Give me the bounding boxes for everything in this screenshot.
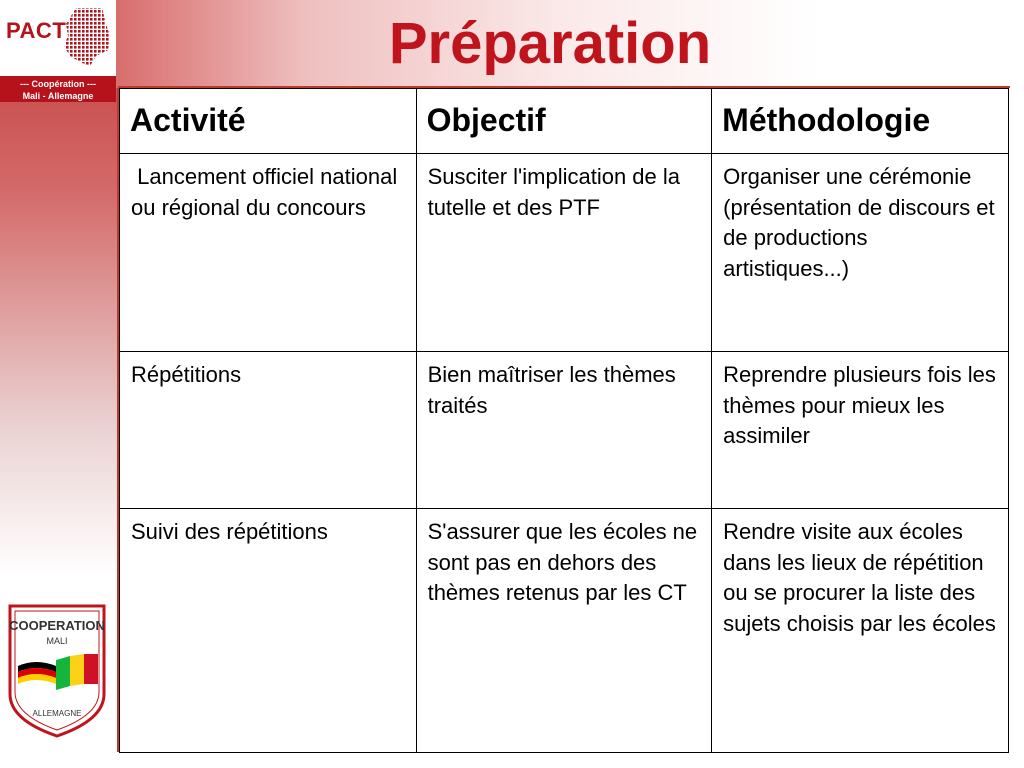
preparation-table xyxy=(119,88,1009,753)
pact-band-line1: --- Coopération --- xyxy=(20,79,96,89)
pact-logo xyxy=(0,0,116,102)
cell-objectif: S'assurer que les écoles ne sont pas en dehors des thèmes retenus par les CT xyxy=(416,509,712,753)
header-objectif: Objectif xyxy=(416,89,712,154)
pact-logo-text: PACT xyxy=(6,18,67,43)
cell-methodologie: Organiser une cérémonie (présentation de discours et de productions artistiques...) xyxy=(712,154,1009,352)
badge-line1: COOPERATION xyxy=(9,618,105,633)
header-activite: Activité xyxy=(120,89,417,154)
table-row xyxy=(120,352,1009,509)
header-methodologie: Méthodologie xyxy=(712,89,1009,154)
cooperation-badge xyxy=(6,602,108,740)
table-header-row xyxy=(120,89,1009,154)
pact-logo-band xyxy=(0,76,116,102)
badge-line2: MALI xyxy=(46,636,68,646)
badge-line3: ALLEMAGNE xyxy=(32,709,82,718)
mali-map-icon xyxy=(62,6,112,68)
cell-methodologie: Reprendre plusieurs fois les thèmes pour mieux les assimiler xyxy=(712,352,1009,509)
cell-activite: Suivi des répétitions xyxy=(120,509,417,753)
table-row xyxy=(120,509,1009,753)
cell-activite: Répétitions xyxy=(120,352,417,509)
cell-activite: Lancement officiel national ou régional du concours xyxy=(120,154,417,352)
cell-objectif: Susciter l'implication de la tutelle et des PTF xyxy=(416,154,712,352)
pact-band-line2: Mali - Allemagne xyxy=(22,91,94,101)
cell-objectif: Bien maîtriser les thèmes traités xyxy=(416,352,712,509)
cell-methodologie: Rendre visite aux écoles dans les lieux de répétition ou se procurer la liste des sujets choisis par les écoles xyxy=(712,509,1009,753)
table-row xyxy=(120,154,1009,352)
page-title: Préparation xyxy=(388,11,712,76)
